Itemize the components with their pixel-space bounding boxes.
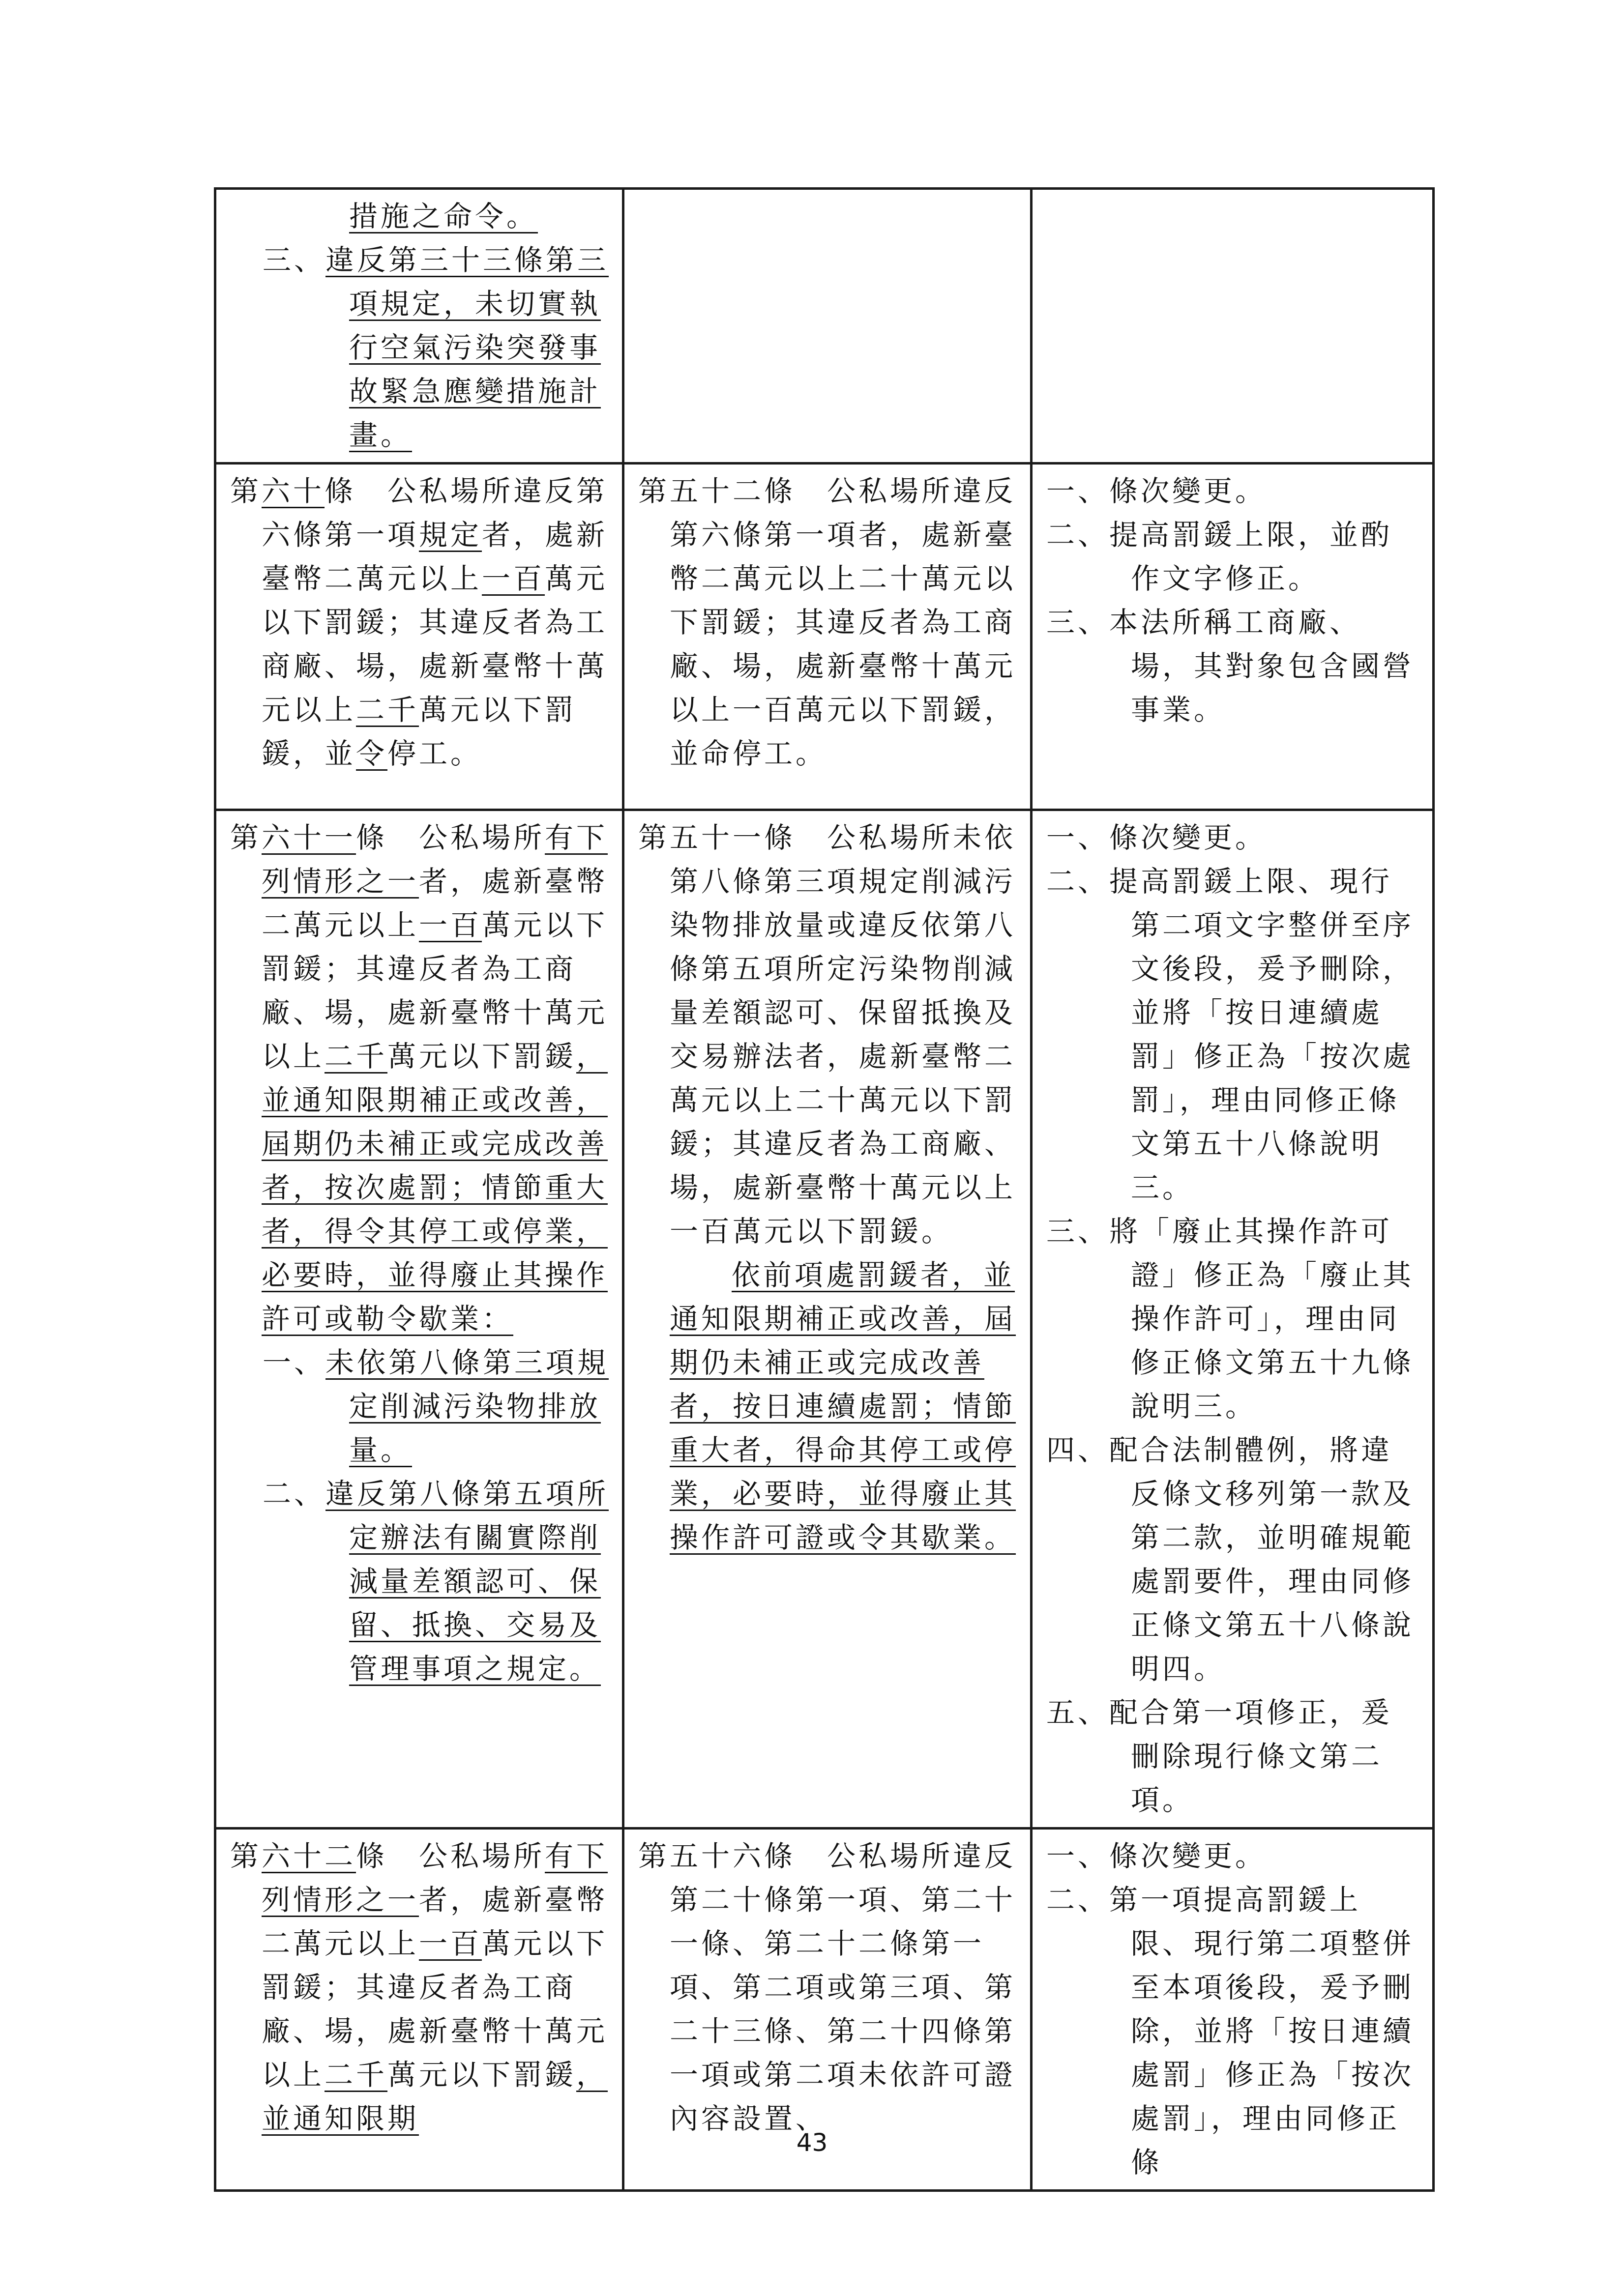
note-cell (1032, 464, 1434, 810)
article-text: 第六十條 公私場所違反第六條第一項規定者，處新臺幣二萬元以上一百萬元以下罰鍰；其違反者為工商廠、場，處新臺幣十萬元以上二千萬元以下罰鍰，並令停工。 (230, 474, 608, 770)
note-cell (1032, 189, 1434, 464)
article-text: 第五十一條 公私場所未依第八條第三項規定削減污染物排放量或違反依第八條第五項所定污染物削減量差額認可、保留抵換及交易辦法者，處新臺幣二萬元以上二十萬元以下罰鍰；其違反者為工商廠、場，處新臺幣十萬元以上一百萬元以下罰鍰。 (638, 821, 1016, 1248)
list-item: 一、未依第八條第三項規定削減污染物排放量。 (263, 1346, 609, 1467)
note-item: 四、配合法制體例，將違反條文移列第一款及第二款，並明確規範處罰要件，理由同修正條文第五十八條說明四。 (1046, 1433, 1415, 1686)
note-item: 二、提高罰鍰上限、現行第二項文字整併至序文後段，爰予刪除，並將「按日連續處罰」修正為「按次處罰」，理由同修正條文第五十八條說明三。 (1046, 865, 1415, 1204)
list-item: 二、違反第八條第五項所定辦法有關實際削減量差額認可、保留、抵換、交易及管理事項之規定。 (263, 1477, 609, 1686)
note-item: 三、將「廢止其操作許可證」修正為「廢止其操作許可」，理由同修正條文第五十九條說明三。 (1046, 1215, 1415, 1423)
article-text: 第五十二條 公私場所違反第六條第一項者，處新臺幣二萬元以上二十萬元以下罰鍰；其違反者為工商廠、場，處新臺幣十萬元以上一百萬元以下罰鍰，並命停工。 (638, 474, 1016, 770)
note-item: 一、條次變更。 (1046, 821, 1267, 854)
continued-text: 措施之命令。 (349, 200, 538, 233)
table-row (215, 189, 1434, 464)
amended-cell (215, 189, 623, 464)
article-text: 第六十一條 公私場所有下列情形之一者，處新臺幣二萬元以上一百萬元以下罰鍰；其違反者為工商廠、場，處新臺幣十萬元以上二千萬元以下罰鍰，並通知限期補正或改善，屆期仍未補正或完成改善者，按次處罰；情節重大者，得令其停工或停業，必要時，並得廢止其操作許可或勒令歇業： (230, 821, 608, 1336)
article-text: 第六十二條 公私場所有下列情形之一者，處新臺幣二萬元以上一百萬元以下罰鍰；其違反者為工商廠、場，處新臺幣十萬元以上二千萬元以下罰鍰，並通知限期 (230, 1839, 608, 2135)
note-cell (1032, 810, 1434, 1829)
amended-cell (215, 810, 623, 1829)
article-text: 第五十六條 公私場所違反第二十條第一項、第二十一條、第二十二條第一項、第二項或第三項、第二十三條、第二十四條第一項或第二項未依許可證內容設置、 (638, 1839, 1016, 2135)
note-item: 一、條次變更。 (1046, 474, 1267, 508)
current-cell (623, 189, 1032, 464)
amended-cell (215, 464, 623, 810)
page-number: 43 (796, 2128, 828, 2157)
list-item: 三、違反第三十三條第三項規定，未切實執行空氣污染突發事故緊急應變措施計畫。 (263, 243, 609, 452)
current-cell (623, 464, 1032, 810)
note-item: 二、提高罰鍰上限，並酌作文字修正。 (1046, 518, 1393, 595)
note-item: 五、配合第一項修正，爰刪除現行條文第二項。 (1046, 1696, 1393, 1817)
table-row (215, 810, 1434, 1829)
note-item: 三、本法所稱工商廠、場，其對象包含國營事業。 (1046, 606, 1415, 727)
current-cell (623, 810, 1032, 1829)
comparison-table (214, 187, 1435, 2192)
table-row (215, 464, 1434, 810)
note-item: 二、第一項提高罰鍰上限、現行第二項整併至本項後段，爰予刪除，並將「按日連續處罰」修正為「按次處罰」，理由同修正條 (1046, 1883, 1415, 2179)
article-paragraph: 依前項處罰鍰者，並通知限期補正或改善，屆期仍未補正或完成改善者，按日連續處罰；情節重大者，得命其停工或停業，必要時，並得廢止其操作許可證或令其歇業。 (670, 1258, 1016, 1554)
note-item: 一、條次變更。 (1046, 1839, 1267, 1873)
